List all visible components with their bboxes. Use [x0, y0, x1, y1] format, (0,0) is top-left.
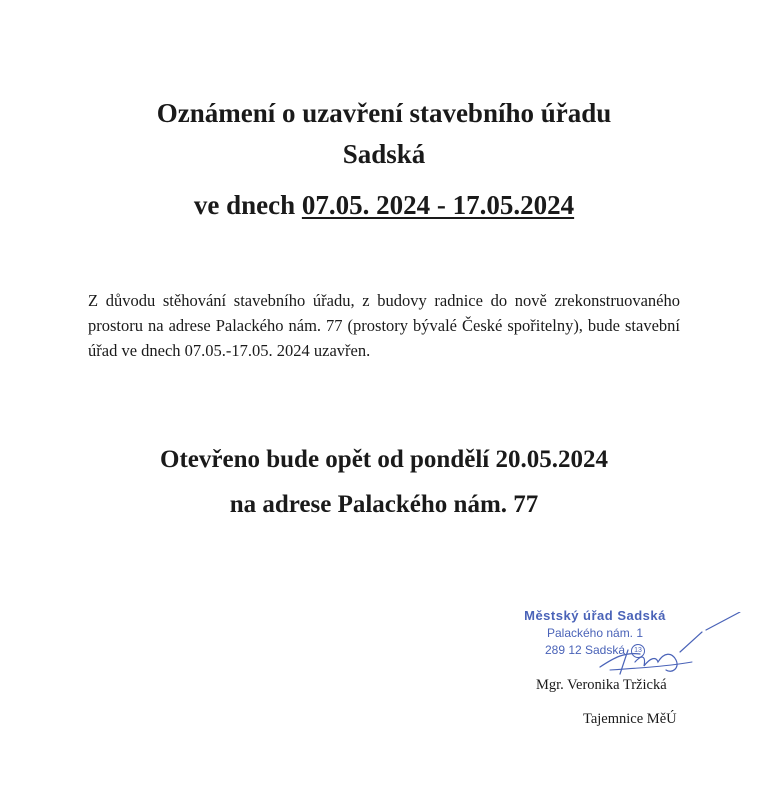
- stamp-name: Městský úřad Sadská: [524, 608, 666, 623]
- reopen-line2: na adrese Palackého nám. 77: [229, 491, 539, 518]
- stamp-city: 289 12 Sadská: [544, 643, 626, 657]
- body-paragraph: Z důvodu stěhování stavebního úřadu, z budovy radnice do nově zrekonstruovaného prostoru na adrese Palackého nám. 77 (prostory bývalé České spořitelny), bude stavební úřad ve dnech 07.05.-17.05. 2024 uzavřen.: [88, 291, 680, 360]
- stamp-street: Palackého nám. 1: [546, 626, 644, 640]
- document-title-line2: Sadská: [342, 139, 426, 169]
- dates-prefix: ve dnech: [193, 190, 302, 220]
- signer-role: Tajemnice MěÚ: [583, 711, 677, 727]
- document-title-line1: Oznámení o uzavření stavebního úřadu: [156, 98, 612, 128]
- signer-name: Mgr. Veronika Tržická: [536, 677, 667, 693]
- stamp-number: 13: [631, 644, 645, 658]
- closure-dates-line: [0, 188, 768, 222]
- dates-range: 07.05. 2024 - 17.05.2024: [301, 190, 575, 220]
- reopen-line1: Otevřeno bude opět od pondělí 20.05.2024: [160, 446, 608, 473]
